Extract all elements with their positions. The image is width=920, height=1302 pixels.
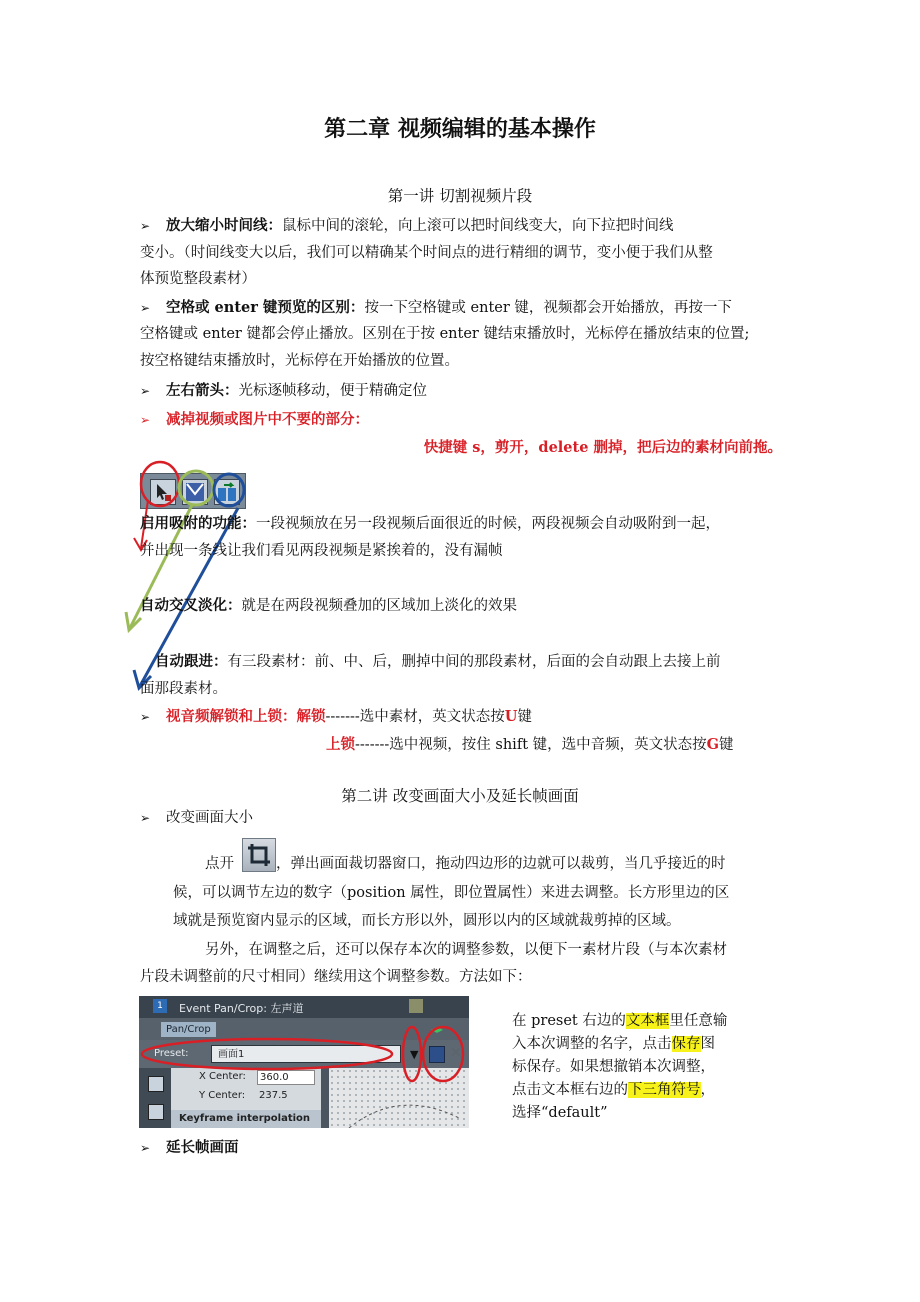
space-enter-text: 按一下空格键或 enter 键，视频都会开始播放，再按一下: [364, 300, 732, 316]
resize-p1-l2: 候，可以调节左边的数字（position 属性，即位置属性）来进去调整。长方形里边的区: [173, 885, 730, 901]
x-center-label: X Center:: [199, 1071, 246, 1082]
space-enter-l3: 按空格键结束播放时，光标停在开始播放的位置。: [140, 353, 459, 369]
ripple-text: 有三段素材：前、中、后，删掉中间的那段素材，后面的会自动跟上去接上前: [227, 654, 721, 670]
side-l2b: 图: [700, 1036, 715, 1052]
green-annotation-circle: [179, 471, 213, 505]
arrows-text: 光标逐帧移动，便于精确定位: [238, 383, 427, 399]
resize-p2-l1: 另外，在调整之后，还可以保存本次的调整参数，以便下一素材片段（与本次素材: [205, 942, 727, 958]
cut-shortcut: 快捷键 s，剪开，delete 删掉，把后边的素材向前拖。: [423, 439, 782, 456]
cut-title: 减掉视频或图片中不要的部分：: [166, 411, 369, 428]
chapter-title: 第二章 视频编辑的基本操作: [324, 117, 596, 142]
lock-line: [326, 735, 734, 755]
arrow-bullet-icon: ➢: [140, 413, 151, 427]
ripple-paragraph: [155, 652, 721, 672]
resize-p1-l3: 域就是预览窗内显示的区域，而长方形以外，圆形以内的区域就裁剪掉的区域。: [173, 913, 681, 929]
y-center-value[interactable]: 237.5: [259, 1090, 288, 1101]
resize-p1-l1b: ，弹出画面裁切器窗口，拖动四边形的边就可以裁剪，当几乎接近的时: [276, 856, 726, 872]
zoom-text-l3: 体预览整段素材）: [140, 271, 256, 287]
side-l4a: 点击文本框右边的: [512, 1082, 628, 1098]
preset-input[interactable]: 画面1: [211, 1045, 401, 1063]
preset-label: Preset:: [154, 1048, 189, 1059]
lock-key: G: [706, 736, 720, 753]
side-l1: [512, 1010, 752, 1033]
crop-icon: [242, 838, 276, 872]
side-l2: [512, 1033, 752, 1056]
side-l1b: 里任意输: [669, 1013, 728, 1029]
ripple-title: 自动跟进：: [155, 653, 228, 670]
arrow-bullet-icon: ➢: [140, 384, 151, 398]
snap-text-l2: 并出现一条线让我们看见两段视频是紧挨着的，没有漏帧: [140, 543, 503, 559]
extend-frame-title: 延长帧画面: [166, 1139, 239, 1156]
bullet-resize: [140, 808, 253, 828]
zoom-text: 鼠标中间的滚轮，向上滚可以把时间线变大，向下拉把时间线: [282, 218, 674, 234]
arrow-bullet-icon: ➢: [140, 811, 151, 825]
crossfade-title: 自动交叉淡化：: [140, 597, 242, 614]
preset-dropdown-icon[interactable]: ▼: [410, 1048, 419, 1061]
unlock-text: -------选中素材，英文状态按: [325, 709, 505, 725]
y-center-label: Y Center:: [199, 1090, 246, 1101]
snap-title: 启用吸附的功能：: [140, 515, 256, 532]
unlock-word: 解锁: [296, 708, 326, 725]
highlight-save: 保存: [671, 1036, 701, 1052]
tab-pan-crop[interactable]: Pan/Crop: [161, 1022, 216, 1037]
side-l3: 标保存。如果想撤销本次调整，: [512, 1059, 715, 1075]
space-enter-l2: 空格键或 enter 键都会停止播放。区别在于按 enter 键结束播放时，光标停在播放结束的位置;: [140, 326, 750, 342]
side-l4b: ，: [700, 1082, 715, 1098]
zoom-title: 放大缩小时间线：: [166, 217, 282, 234]
panel-annotation-overlay: [139, 996, 479, 1128]
bullet-extend-frame: [140, 1138, 239, 1158]
side-l1a: 在 preset 右边的: [512, 1013, 626, 1029]
ripple-text-l2: 面那段素材。: [140, 681, 227, 697]
resize-p1-l1a: 点开: [205, 856, 234, 872]
delete-preset-icon[interactable]: ✕: [450, 1045, 462, 1061]
blue-annotation-circle: [214, 474, 244, 506]
highlight-dropdown: 下三角符号: [628, 1082, 701, 1098]
side-l2a: 入本次调整的名字，点击: [512, 1036, 672, 1052]
unlock-key: U: [504, 708, 518, 725]
arrow-bullet-icon: ➢: [140, 219, 151, 233]
x-center-field[interactable]: 360.0: [257, 1070, 315, 1085]
zoom-text-l2: 变小。（时间线变大以后，我们可以精确某个时间点的进行精细的调节，变小便于我们从整: [140, 245, 713, 261]
sync-icon[interactable]: ◂▸: [430, 1022, 443, 1036]
red-annotation-circle: [141, 462, 179, 506]
crossfade-paragraph: [140, 596, 517, 616]
resize-p2-l2: 片段未调整前的尺寸相同）继续用这个调整参数。方法如下：: [140, 969, 532, 985]
keyframe-interpolation-header[interactable]: Keyframe interpolation: [171, 1110, 321, 1128]
panel-number: 1: [153, 999, 167, 1013]
arrow-bullet-icon: ➢: [140, 1141, 151, 1155]
panel-title: Event Pan/Crop: 左声道: [179, 1002, 304, 1015]
snap-paragraph: [140, 514, 720, 534]
crossfade-text: 就是在两段视频叠加的区域加上淡化的效果: [241, 598, 517, 614]
bullet-lock: [140, 707, 532, 727]
lock-key-suffix: 键: [719, 737, 734, 753]
lock-title: 视音频解锁和上锁：: [166, 708, 297, 725]
highlight-textbox: 文本框: [625, 1013, 670, 1029]
snap-text: 一段视频放在另一段视频后面很近的时候，两段视频会自动吸附到一起，: [256, 516, 720, 532]
arrows-title: 左右箭头：: [166, 382, 239, 399]
lecture1-title: 第一讲 切割视频片段: [387, 187, 533, 205]
side-l5: 选择“default”: [512, 1105, 608, 1121]
lock-word: 上锁: [326, 736, 355, 753]
lecture2-title: 第二讲 改变画面大小及延长帧画面: [341, 787, 579, 805]
arrow-bullet-icon: ➢: [140, 301, 151, 315]
side-l4: [512, 1079, 752, 1102]
resize-title: 改变画面大小: [166, 810, 253, 826]
preset-instructions: [512, 1010, 752, 1125]
arrow-bullet-icon: ➢: [140, 710, 151, 724]
space-enter-title: 空格或 enter 键预览的区别：: [166, 299, 365, 316]
unlock-key-suffix: 键: [517, 709, 532, 725]
lock-text: -------选中视频，按住 shift 键，选中音频，英文状态按: [355, 737, 707, 753]
